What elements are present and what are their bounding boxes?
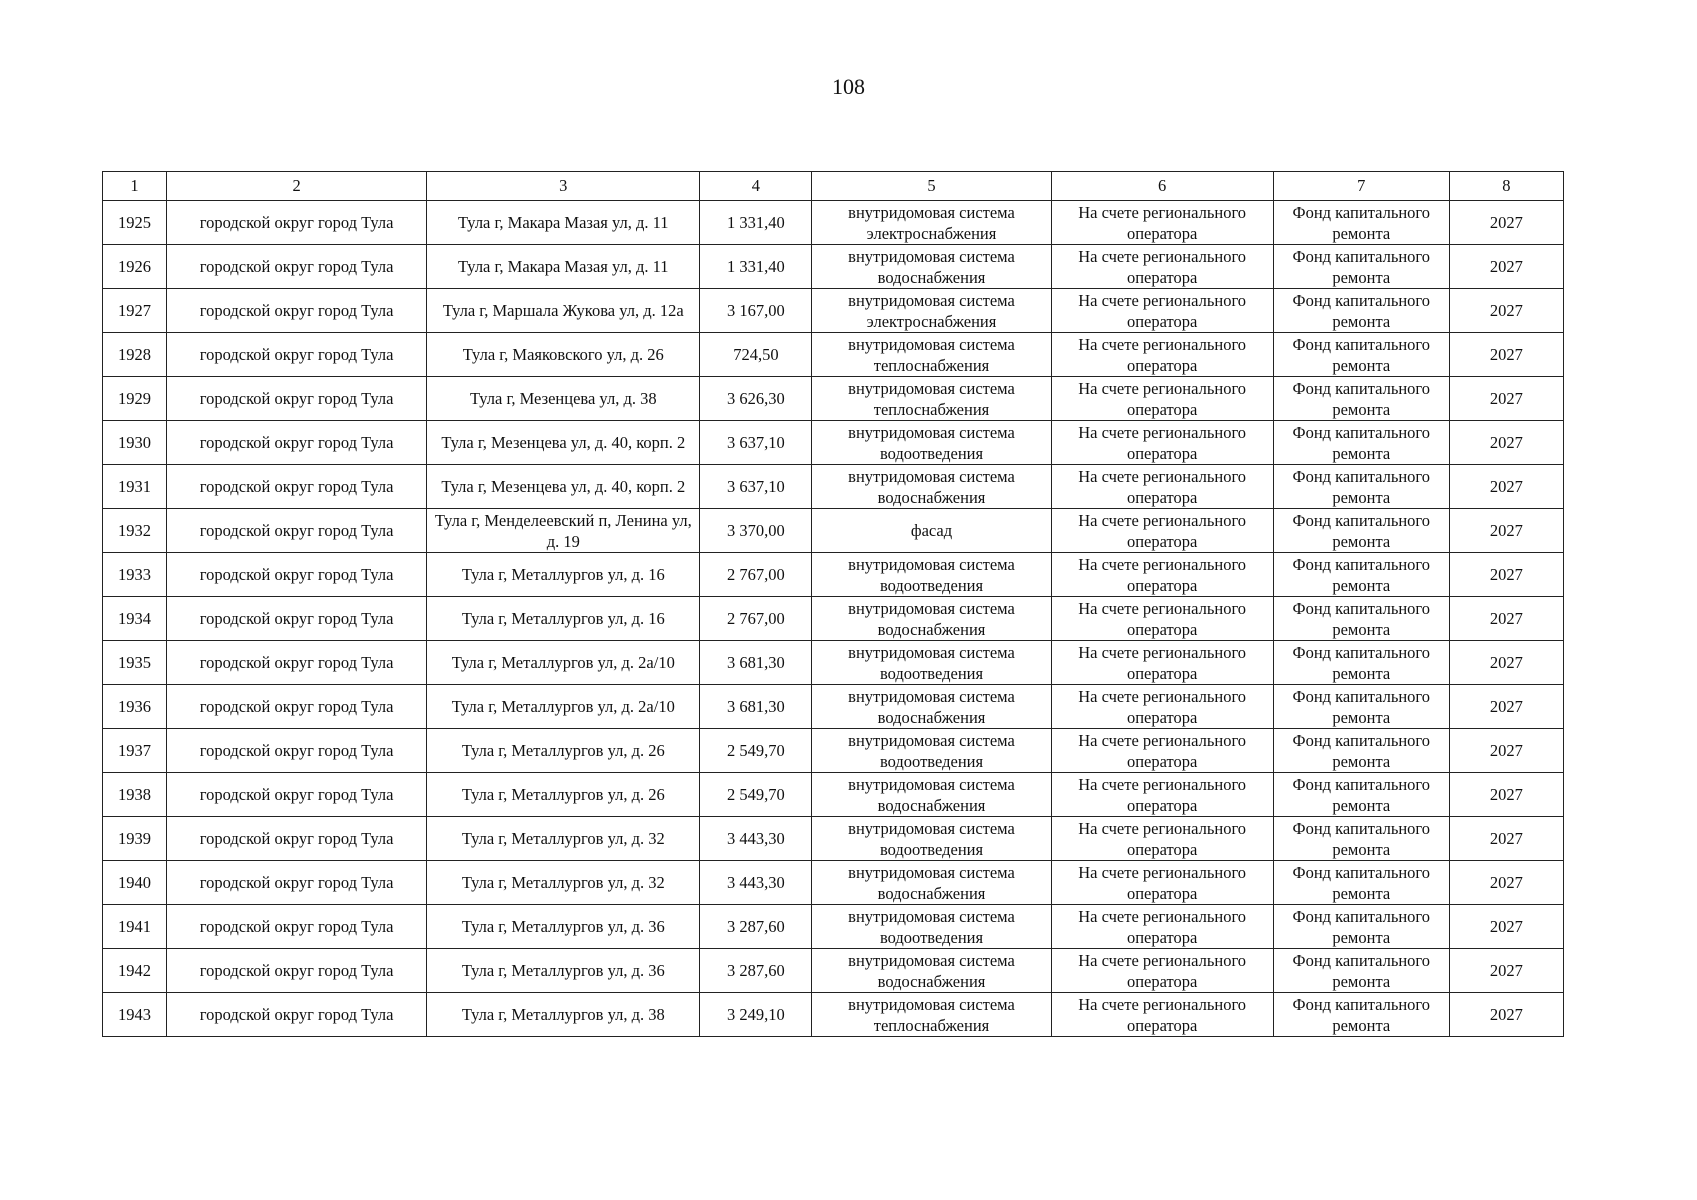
year-cell: 2027 (1449, 685, 1563, 729)
work-type-cell: внутридомовая система водоотведения (812, 817, 1051, 861)
year-cell: 2027 (1449, 597, 1563, 641)
work-type-cell: внутридомовая система теплоснабжения (812, 333, 1051, 377)
work-type-cell: внутридомовая система водоотведения (812, 553, 1051, 597)
area-cell: 3 637,10 (700, 421, 812, 465)
funding-source-cell: Фонд капитального ремонта (1273, 817, 1449, 861)
account-cell: На счете регионального оператора (1051, 685, 1273, 729)
account-cell: На счете регионального оператора (1051, 641, 1273, 685)
account-cell: На счете регионального оператора (1051, 333, 1273, 377)
funding-source-cell: Фонд капитального ремонта (1273, 905, 1449, 949)
table-row (103, 553, 1564, 597)
funding-source-cell: Фонд капитального ремонта (1273, 553, 1449, 597)
municipality-cell: городской округ город Тула (167, 817, 427, 861)
municipality-cell: городской округ город Тула (167, 377, 427, 421)
area-cell: 3 681,30 (700, 641, 812, 685)
header-cell: 2 (167, 172, 427, 201)
funding-source-cell: Фонд капитального ремонта (1273, 289, 1449, 333)
year-cell: 2027 (1449, 905, 1563, 949)
municipality-cell: городской округ город Тула (167, 245, 427, 289)
funding-source-cell: Фонд капитального ремонта (1273, 377, 1449, 421)
row-number-cell: 1937 (103, 729, 167, 773)
table-row (103, 773, 1564, 817)
funding-source-cell: Фонд капитального ремонта (1273, 729, 1449, 773)
address-cell: Тула г, Металлургов ул, д. 2а/10 (427, 641, 700, 685)
account-cell: На счете регионального оператора (1051, 289, 1273, 333)
row-number-cell: 1935 (103, 641, 167, 685)
page-number: 108 (832, 74, 865, 99)
funding-source-cell: Фонд капитального ремонта (1273, 597, 1449, 641)
year-cell: 2027 (1449, 773, 1563, 817)
funding-source-cell: Фонд капитального ремонта (1273, 245, 1449, 289)
municipality-cell: городской округ город Тула (167, 729, 427, 773)
address-cell: Тула г, Металлургов ул, д. 2а/10 (427, 685, 700, 729)
row-number-cell: 1926 (103, 245, 167, 289)
year-cell: 2027 (1449, 553, 1563, 597)
year-cell: 2027 (1449, 729, 1563, 773)
table-row (103, 201, 1564, 245)
municipality-cell: городской округ город Тула (167, 685, 427, 729)
account-cell: На счете регионального оператора (1051, 509, 1273, 553)
year-cell: 2027 (1449, 333, 1563, 377)
funding-source-cell: Фонд капитального ремонта (1273, 685, 1449, 729)
address-cell: Тула г, Макара Мазая ул, д. 11 (427, 201, 700, 245)
table-row (103, 333, 1564, 377)
account-cell: На счете регионального оператора (1051, 949, 1273, 993)
address-cell: Тула г, Маяковского ул, д. 26 (427, 333, 700, 377)
municipality-cell: городской округ город Тула (167, 509, 427, 553)
year-cell: 2027 (1449, 641, 1563, 685)
table-row (103, 509, 1564, 553)
row-number-cell: 1939 (103, 817, 167, 861)
area-cell: 2 767,00 (700, 553, 812, 597)
table-row (103, 421, 1564, 465)
address-cell: Тула г, Металлургов ул, д. 26 (427, 773, 700, 817)
funding-source-cell: Фонд капитального ремонта (1273, 201, 1449, 245)
address-cell: Тула г, Металлургов ул, д. 16 (427, 553, 700, 597)
address-cell: Тула г, Мезенцева ул, д. 40, корп. 2 (427, 465, 700, 509)
account-cell: На счете регионального оператора (1051, 201, 1273, 245)
year-cell: 2027 (1449, 377, 1563, 421)
work-type-cell: внутридомовая система водоснабжения (812, 949, 1051, 993)
area-cell: 2 767,00 (700, 597, 812, 641)
municipality-cell: городской округ город Тула (167, 949, 427, 993)
table-row (103, 289, 1564, 333)
row-number-cell: 1930 (103, 421, 167, 465)
funding-source-cell: Фонд капитального ремонта (1273, 509, 1449, 553)
funding-source-cell: Фонд капитального ремонта (1273, 465, 1449, 509)
header-cell: 1 (103, 172, 167, 201)
header-cell: 5 (812, 172, 1051, 201)
capital-repair-table (102, 171, 1564, 1037)
account-cell: На счете регионального оператора (1051, 465, 1273, 509)
header-cell: 3 (427, 172, 700, 201)
municipality-cell: городской округ город Тула (167, 553, 427, 597)
address-cell: Тула г, Металлургов ул, д. 32 (427, 817, 700, 861)
row-number-cell: 1932 (103, 509, 167, 553)
municipality-cell: городской округ город Тула (167, 597, 427, 641)
work-type-cell: внутридомовая система водоснабжения (812, 245, 1051, 289)
table-row (103, 993, 1564, 1037)
address-cell: Тула г, Маршала Жукова ул, д. 12а (427, 289, 700, 333)
year-cell: 2027 (1449, 949, 1563, 993)
work-type-cell: внутридомовая система водоснабжения (812, 465, 1051, 509)
funding-source-cell: Фонд капитального ремонта (1273, 333, 1449, 377)
account-cell: На счете регионального оператора (1051, 597, 1273, 641)
area-cell: 1 331,40 (700, 245, 812, 289)
address-cell: Тула г, Мезенцева ул, д. 38 (427, 377, 700, 421)
row-number-cell: 1925 (103, 201, 167, 245)
work-type-cell: внутридомовая система водоотведения (812, 905, 1051, 949)
row-number-cell: 1938 (103, 773, 167, 817)
account-cell: На счете регионального оператора (1051, 905, 1273, 949)
table-row (103, 245, 1564, 289)
account-cell: На счете регионального оператора (1051, 729, 1273, 773)
row-number-cell: 1940 (103, 861, 167, 905)
year-cell: 2027 (1449, 245, 1563, 289)
work-type-cell: внутридомовая система водоотведения (812, 641, 1051, 685)
area-cell: 3 681,30 (700, 685, 812, 729)
municipality-cell: городской округ город Тула (167, 465, 427, 509)
municipality-cell: городской округ город Тула (167, 641, 427, 685)
area-cell: 3 287,60 (700, 949, 812, 993)
area-cell: 3 443,30 (700, 861, 812, 905)
work-type-cell: внутридомовая система теплоснабжения (812, 993, 1051, 1037)
table-row (103, 597, 1564, 641)
address-cell: Тула г, Металлургов ул, д. 26 (427, 729, 700, 773)
row-number-cell: 1931 (103, 465, 167, 509)
work-type-cell: внутридомовая система водоснабжения (812, 861, 1051, 905)
table-body (103, 201, 1564, 1037)
table-row (103, 729, 1564, 773)
area-cell: 3 626,30 (700, 377, 812, 421)
area-cell: 2 549,70 (700, 773, 812, 817)
address-cell: Тула г, Менделеевский п, Ленина ул, д. 19 (427, 509, 700, 553)
area-cell: 3 167,00 (700, 289, 812, 333)
municipality-cell: городской округ город Тула (167, 905, 427, 949)
row-number-cell: 1933 (103, 553, 167, 597)
address-cell: Тула г, Металлургов ул, д. 32 (427, 861, 700, 905)
funding-source-cell: Фонд капитального ремонта (1273, 861, 1449, 905)
funding-source-cell: Фонд капитального ремонта (1273, 949, 1449, 993)
table-row (103, 377, 1564, 421)
table-row (103, 465, 1564, 509)
year-cell: 2027 (1449, 465, 1563, 509)
area-cell: 3 443,30 (700, 817, 812, 861)
row-number-cell: 1934 (103, 597, 167, 641)
funding-source-cell: Фонд капитального ремонта (1273, 993, 1449, 1037)
row-number-cell: 1928 (103, 333, 167, 377)
year-cell: 2027 (1449, 421, 1563, 465)
row-number-cell: 1941 (103, 905, 167, 949)
area-cell: 2 549,70 (700, 729, 812, 773)
work-type-cell: внутридомовая система водоснабжения (812, 597, 1051, 641)
header-cell: 8 (1449, 172, 1563, 201)
table-row (103, 905, 1564, 949)
header-cell: 4 (700, 172, 812, 201)
row-number-cell: 1942 (103, 949, 167, 993)
area-cell: 1 331,40 (700, 201, 812, 245)
area-cell: 3 370,00 (700, 509, 812, 553)
area-cell: 3 287,60 (700, 905, 812, 949)
account-cell: На счете регионального оператора (1051, 421, 1273, 465)
table-row (103, 949, 1564, 993)
funding-source-cell: Фонд капитального ремонта (1273, 421, 1449, 465)
header-cell: 7 (1273, 172, 1449, 201)
funding-source-cell: Фонд капитального ремонта (1273, 773, 1449, 817)
account-cell: На счете регионального оператора (1051, 773, 1273, 817)
table-row (103, 817, 1564, 861)
work-type-cell: внутридомовая система водоотведения (812, 421, 1051, 465)
municipality-cell: городской округ город Тула (167, 861, 427, 905)
header-cell: 6 (1051, 172, 1273, 201)
work-type-cell: внутридомовая система водоснабжения (812, 685, 1051, 729)
work-type-cell: внутридомовая система электроснабжения (812, 289, 1051, 333)
header-row (103, 172, 1564, 201)
year-cell: 2027 (1449, 817, 1563, 861)
municipality-cell: городской округ город Тула (167, 773, 427, 817)
account-cell: На счете регионального оператора (1051, 377, 1273, 421)
row-number-cell: 1927 (103, 289, 167, 333)
year-cell: 2027 (1449, 993, 1563, 1037)
area-cell: 724,50 (700, 333, 812, 377)
table-header (103, 172, 1564, 201)
municipality-cell: городской округ город Тула (167, 333, 427, 377)
table-row (103, 641, 1564, 685)
table-row (103, 685, 1564, 729)
work-type-cell: внутридомовая система водоотведения (812, 729, 1051, 773)
row-number-cell: 1929 (103, 377, 167, 421)
account-cell: На счете регионального оператора (1051, 553, 1273, 597)
table-row (103, 861, 1564, 905)
row-number-cell: 1936 (103, 685, 167, 729)
year-cell: 2027 (1449, 201, 1563, 245)
address-cell: Тула г, Металлургов ул, д. 16 (427, 597, 700, 641)
funding-source-cell: Фонд капитального ремонта (1273, 641, 1449, 685)
address-cell: Тула г, Мезенцева ул, д. 40, корп. 2 (427, 421, 700, 465)
account-cell: На счете регионального оператора (1051, 817, 1273, 861)
municipality-cell: городской округ город Тула (167, 289, 427, 333)
address-cell: Тула г, Металлургов ул, д. 36 (427, 905, 700, 949)
area-cell: 3 637,10 (700, 465, 812, 509)
row-number-cell: 1943 (103, 993, 167, 1037)
municipality-cell: городской округ город Тула (167, 201, 427, 245)
address-cell: Тула г, Металлургов ул, д. 38 (427, 993, 700, 1037)
year-cell: 2027 (1449, 861, 1563, 905)
year-cell: 2027 (1449, 509, 1563, 553)
account-cell: На счете регионального оператора (1051, 245, 1273, 289)
work-type-cell: внутридомовая система водоснабжения (812, 773, 1051, 817)
year-cell: 2027 (1449, 289, 1563, 333)
area-cell: 3 249,10 (700, 993, 812, 1037)
work-type-cell: внутридомовая система электроснабжения (812, 201, 1051, 245)
address-cell: Тула г, Макара Мазая ул, д. 11 (427, 245, 700, 289)
work-type-cell: внутридомовая система теплоснабжения (812, 377, 1051, 421)
municipality-cell: городской округ город Тула (167, 421, 427, 465)
municipality-cell: городской округ город Тула (167, 993, 427, 1037)
address-cell: Тула г, Металлургов ул, д. 36 (427, 949, 700, 993)
account-cell: На счете регионального оператора (1051, 993, 1273, 1037)
account-cell: На счете регионального оператора (1051, 861, 1273, 905)
work-type-cell: фасад (812, 509, 1051, 553)
